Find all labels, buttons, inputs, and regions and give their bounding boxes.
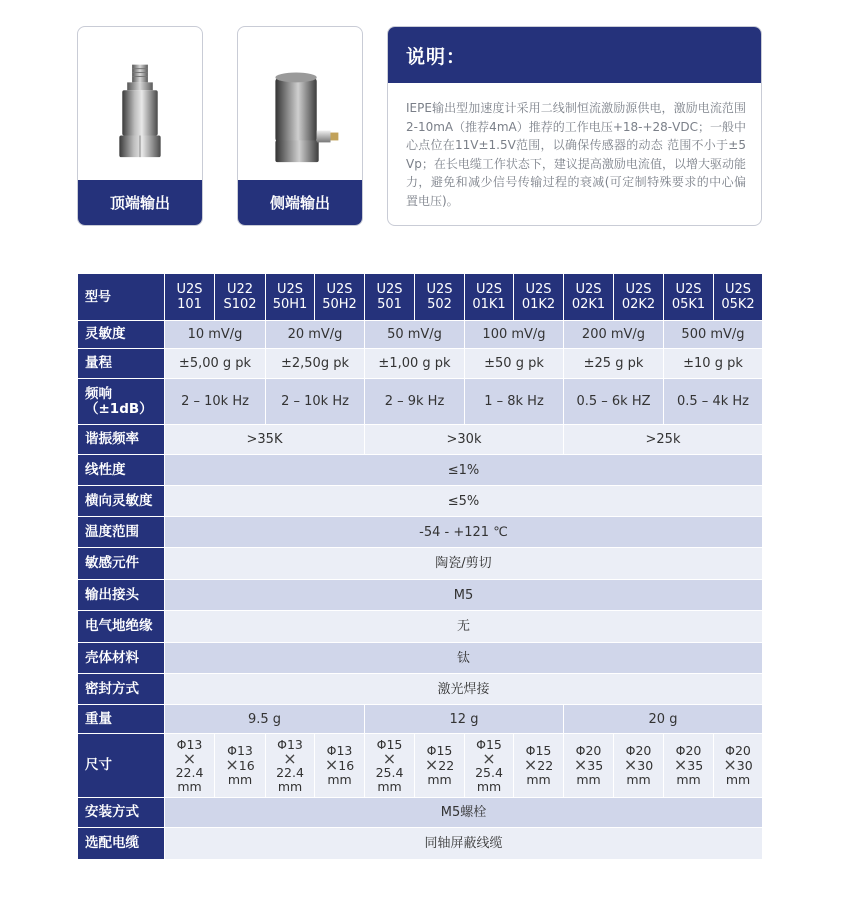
- spec-row-linearity: [78, 455, 763, 486]
- spec-row-frequency-response: [78, 379, 763, 425]
- dimension-cell: Φ13 × 22.4 mm: [165, 734, 215, 798]
- spec-row-sealing: [78, 674, 763, 705]
- row-label: 密封方式: [78, 674, 165, 705]
- card-label: 顶端输出: [78, 180, 202, 225]
- spec-row-sensitivity: [78, 321, 763, 349]
- model-cell: U2S 05K2: [714, 274, 763, 321]
- model-cell: U2S 101: [165, 274, 215, 321]
- dimension-cell: Φ13 × 22.4 mm: [266, 734, 315, 798]
- spec-row-dimensions: [78, 734, 763, 798]
- row-label: 电气地绝缘: [78, 611, 165, 643]
- value-cell: ±5,00 g pk: [165, 349, 266, 379]
- dimension-cell: Φ20 ×30 mm: [614, 734, 664, 798]
- value-cell: >25k: [564, 425, 763, 455]
- model-cell: U2S 02K1: [564, 274, 614, 321]
- value-cell: 50 mV/g: [365, 321, 465, 349]
- dimension-cell: Φ13 ×16 mm: [215, 734, 266, 798]
- top-output-accelerometer-icon: [78, 27, 202, 183]
- value-cell: >35K: [165, 425, 365, 455]
- spec-row-mounting: [78, 798, 763, 828]
- value-cell: 2 – 10k Hz: [266, 379, 365, 425]
- card-label: 侧端输出: [238, 180, 362, 225]
- model-label: 型号: [78, 274, 165, 321]
- spec-row-connector: [78, 580, 763, 611]
- model-header-row: [78, 274, 763, 321]
- description-panel: [387, 26, 762, 226]
- value-cell: 9.5 g: [165, 705, 365, 734]
- row-label: 壳体材料: [78, 643, 165, 674]
- dimension-cell: Φ15 ×22 mm: [415, 734, 465, 798]
- row-label: 谐振频率: [78, 425, 165, 455]
- row-label: 输出接头: [78, 580, 165, 611]
- model-cell: U22 S102: [215, 274, 266, 321]
- value-cell: ±1,00 g pk: [365, 349, 465, 379]
- value-cell: 500 mV/g: [664, 321, 763, 349]
- spec-table: [77, 273, 763, 860]
- dimension-cell: Φ13 ×16 mm: [315, 734, 365, 798]
- dimension-cell: Φ15 × 25.4 mm: [365, 734, 415, 798]
- row-label: 频响 （±1dB）: [78, 379, 165, 425]
- dimension-cell: Φ15 × 25.4 mm: [465, 734, 514, 798]
- row-label: 线性度: [78, 455, 165, 486]
- spec-row-resonance: [78, 425, 763, 455]
- spec-row-housing: [78, 643, 763, 674]
- spec-row-transverse-sensitivity: [78, 486, 763, 517]
- value-cell: 同轴屏蔽线缆: [165, 828, 763, 860]
- value-cell: ±2,50g pk: [266, 349, 365, 379]
- value-cell: 100 mV/g: [465, 321, 564, 349]
- spec-row-temperature: [78, 517, 763, 548]
- row-label: 量程: [78, 349, 165, 379]
- row-label: 横向灵敏度: [78, 486, 165, 517]
- dimension-cell: Φ20 ×30 mm: [714, 734, 763, 798]
- value-cell: 12 g: [365, 705, 564, 734]
- value-cell: 20 g: [564, 705, 763, 734]
- value-cell: 20 mV/g: [266, 321, 365, 349]
- value-cell: 1 – 8k Hz: [465, 379, 564, 425]
- row-label: 敏感元件: [78, 548, 165, 580]
- model-cell: U2S 502: [415, 274, 465, 321]
- model-cell: U2S 02K2: [614, 274, 664, 321]
- value-cell: >30k: [365, 425, 564, 455]
- value-cell: 无: [165, 611, 763, 643]
- value-cell: 10 mV/g: [165, 321, 266, 349]
- model-cell: U2S 50H1: [266, 274, 315, 321]
- product-card-top-output: [77, 26, 203, 226]
- spec-row-range: [78, 349, 763, 379]
- product-card-side-output: [237, 26, 363, 226]
- dimension-cell: Φ20 ×35 mm: [664, 734, 714, 798]
- spec-row-sensing-element: [78, 548, 763, 580]
- value-cell: M5: [165, 580, 763, 611]
- spec-row-weight: [78, 705, 763, 734]
- model-cell: U2S 05K1: [664, 274, 714, 321]
- row-label: 尺寸: [78, 734, 165, 798]
- model-cell: U2S 501: [365, 274, 415, 321]
- value-cell: 0.5 – 6k HZ: [564, 379, 664, 425]
- value-cell: 2 – 10k Hz: [165, 379, 266, 425]
- spec-row-ground-isolation: [78, 611, 763, 643]
- value-cell: ≤5%: [165, 486, 763, 517]
- description-title: 说明：: [388, 27, 761, 83]
- value-cell: -54 - +121 ℃: [165, 517, 763, 548]
- dimension-cell: Φ15 ×22 mm: [514, 734, 564, 798]
- value-cell: 0.5 – 4k Hz: [664, 379, 763, 425]
- value-cell: ≤1%: [165, 455, 763, 486]
- value-cell: ±10 g pk: [664, 349, 763, 379]
- value-cell: 陶瓷/剪切: [165, 548, 763, 580]
- side-output-accelerometer-icon: [238, 27, 362, 183]
- value-cell: 2 – 9k Hz: [365, 379, 465, 425]
- model-cell: U2S 01K2: [514, 274, 564, 321]
- row-label: 灵敏度: [78, 321, 165, 349]
- value-cell: M5螺栓: [165, 798, 763, 828]
- dimension-cell: Φ20 ×35 mm: [564, 734, 614, 798]
- value-cell: ±50 g pk: [465, 349, 564, 379]
- row-label: 安装方式: [78, 798, 165, 828]
- value-cell: 钛: [165, 643, 763, 674]
- row-label: 选配电缆: [78, 828, 165, 860]
- row-label: 重量: [78, 705, 165, 734]
- model-cell: U2S 50H2: [315, 274, 365, 321]
- value-cell: ±25 g pk: [564, 349, 664, 379]
- description-body: IEPE输出型加速度计采用二线制恒流激励源供电，激励电流范围2-10mA（推荐4mA）推荐的工作电压+18-+28-VDC；一般中心点位在11V±1.5V范围，以确保传感器的动态 范围不小于±5Vp；在长电缆工作状态下，建议提高激励电流值，以增大驱动能力，避免和减少信号传输过程的衰减(可定制特殊要求的中心偏置电压)。: [406, 101, 746, 208]
- row-label: 温度范围: [78, 517, 165, 548]
- spec-row-cable: [78, 828, 763, 860]
- model-cell: U2S 01K1: [465, 274, 514, 321]
- value-cell: 200 mV/g: [564, 321, 664, 349]
- value-cell: 激光焊接: [165, 674, 763, 705]
